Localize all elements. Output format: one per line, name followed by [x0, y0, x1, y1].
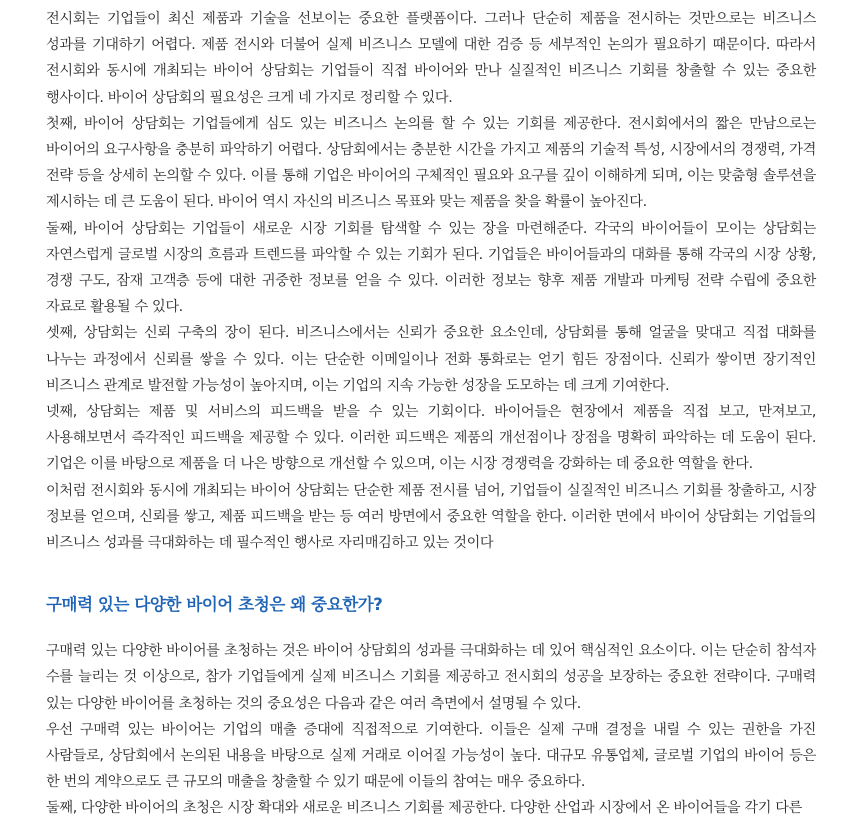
- body-paragraph: 우선 구매력 있는 바이어는 기업의 매출 증대에 직접적으로 기여한다. 이들은 실제 구매 결정을 내릴 수 있는 권한을 가진 사람들로, 상담회에서 논의된 내용을 바탕으로 실제 거래로 이어질 가능성이 높다. 대규모 유통업체, 글로벌 기업의 바이어 등은 한 번의 계약으로도 큰 규모의 매출을 창출할 수 있기 때문에 이들의 참여는 매우 중요하다.: [46, 721, 816, 791]
- body-paragraph: 구매력 있는 다양한 바이어를 초청하는 것은 바이어 상담회의 성과를 극대화하는 데 있어 핵심적인 요소이다. 이는 단순히 참석자 수를 늘리는 것 이상으로, 참가 기업들에게 실제 비즈니스 기회를 제공하고 전시회의 성공을 보장하는 중요한 전략이다. 구매력 있는 다양한 바이어를 초청하는 것의 중요성은 다음과 같은 여러 측면에서 설명될 수 있다.: [46, 643, 816, 712]
- article-body: [46, 0, 816, 822]
- body-paragraph: 전시회는 기업들이 최신 제품과 기술을 선보이는 중요한 플랫폼이다. 그러나 단순히 제품을 전시하는 것만으로는 비즈니스 성과를 기대하기 어렵다. 제품 전시와 더불어 실제 비즈니스 모델에 대한 검증 등 세부적인 논의가 필요하기 때문이다. 따라서 전시회와 동시에 개최되는 바이어 상담회는 기업들이 직접 바이어와 만나 실질적인 비즈니스 기회를 창출할 수 있는 중요한 행사이다. 바이어 상담회의 필요성은 크게 네 가지로 정리할 수 있다.: [46, 11, 816, 106]
- body-paragraph: 넷째, 상담회는 제품 및 서비스의 피드백을 받을 수 있는 기회이다. 바이어들은 현장에서 제품을 직접 보고, 만져보고, 사용해보면서 즉각적인 피드백을 제공할 수 있다. 이러한 피드백은 제품의 개선점이나 장점을 명확히 파악하는 데 도움이 된다. 기업은 이를 바탕으로 제품을 더 나은 방향으로 개선할 수 있으며, 이는 시장 경쟁력을 강화하는 데 중요한 역할을 한다.: [46, 404, 816, 473]
- body-paragraph: 둘째, 바이어 상담회는 기업들이 새로운 시장 기회를 탐색할 수 있는 장을 마련해준다. 각국의 바이어들이 모이는 상담회는 자연스럽게 글로벌 시장의 흐름과 트렌드를 파악할 수 있는 기회가 된다. 기업들은 바이어들과의 대화를 통해 각국의 시장 상황, 경쟁 구도, 잠재 고객층 등에 대한 귀중한 정보를 얻을 수 있다. 이러한 정보는 향후 제품 개발과 마케팅 전략 수립에 중요한 자료로 활용될 수 있다.: [46, 220, 816, 316]
- body-paragraph: 첫째, 바이어 상담회는 기업들에게 심도 있는 비즈니스 논의를 할 수 있는 기회를 제공한다. 전시회에서의 짧은 만남으로는 바이어의 요구사항을 충분히 파악하기 어렵다. 상담회에서는 충분한 시간을 가지고 제품의 기술적 특성, 시장에서의 경쟁력, 가격 전략 등을 상세히 논의할 수 있다. 이를 통해 기업은 바이어의 구체적인 필요와 요구를 깊이 이해하게 되며, 이는 맞춤형 솔루션을 제시하는 데 큰 도움이 된다. 바이어 역시 자신의 비즈니스 목표와 맞는 제품을 찾을 확률이 높아진다.: [46, 115, 816, 211]
- section-heading: 구매력 있는 다양한 바이어 초청은 왜 중요한가?: [46, 595, 383, 615]
- body-paragraph: 셋째, 상담회는 신뢰 구축의 장이 된다. 비즈니스에서는 신뢰가 중요한 요소인데, 상담회를 통해 얼굴을 맞대고 직접 대화를 나누는 과정에서 신뢰를 쌓을 수 있다. 이는 단순한 이메일이나 전화 통화로는 얻기 힘든 장점이다. 신뢰가 쌓이면 장기적인 비즈니스 관계로 발전할 가능성이 높아지며, 이는 기업의 지속 가능한 성장을 도모하는 데 크게 기여한다.: [46, 325, 816, 394]
- body-paragraph: 둘째, 다양한 바이어의 초청은 시장 확대와 새로운 비즈니스 기회를 제공한다. 다양한 산업과 시장에서 온 바이어들을 각기 다른: [46, 800, 802, 817]
- body-paragraph: 이처럼 전시회와 동시에 개최되는 바이어 상담회는 단순한 제품 전시를 넘어, 기업들이 실질적인 비즈니스 기회를 창출하고, 시장 정보를 얻으며, 신뢰를 쌓고, 제품 피드백을 받는 등 여러 방면에서 중요한 역할을 한다. 이러한 면에서 바이어 상담회는 기업들의 비즈니스 성과를 극대화하는 데 필수적인 행사로 자리매김하고 있는 것이다: [46, 482, 817, 552]
